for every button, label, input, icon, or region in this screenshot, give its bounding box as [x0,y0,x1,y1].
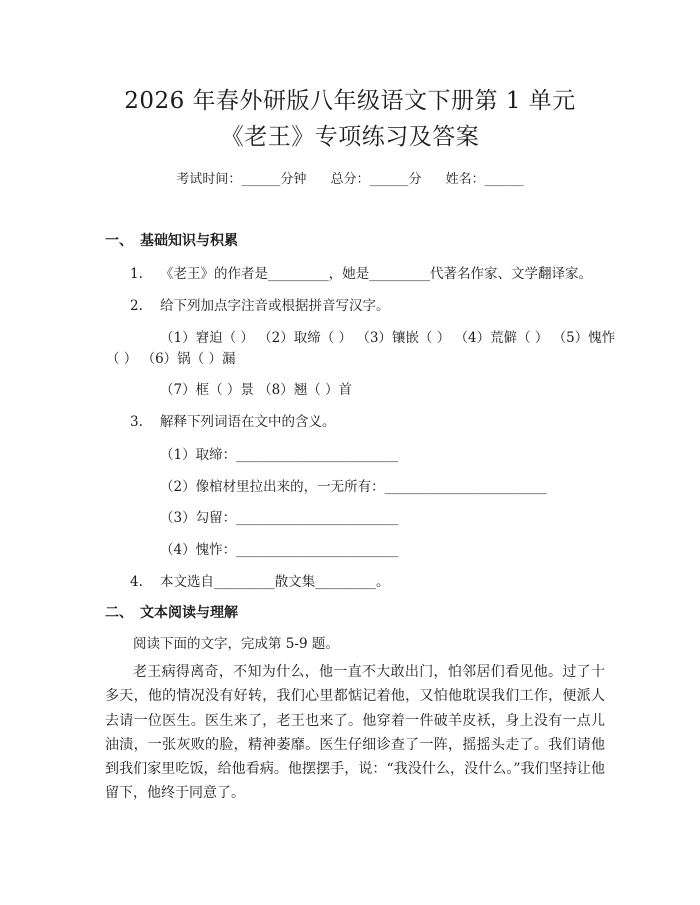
question-text: 《老王》的作者是_________，她是_________代著名作家、文学翻译家。 [160,266,592,282]
question-number: 3. [130,414,143,430]
question-3 [130,410,336,430]
question-3-item-3: （3）勾留：________________________ [160,510,399,526]
page-title-line2: 《老王》专项练习及答案 [220,124,480,150]
question-number: 4. [130,574,143,590]
section-heading-1 [105,230,238,250]
question-text: 本文选自_________散文集_________。 [160,574,390,590]
total-score-field: 总分：______分 [330,172,422,187]
exam-time-field: 考试时间：______分钟 [176,172,307,187]
question-text: 给下列加点字注音或根据拼音写汉字。 [160,298,390,314]
reading-passage: 老王病得离奇，不知为什么，他一直不大敢出门，怕邻居们看见他。过了十多天，他的情况没有好转，我们心里都惦记着他，又怕他耽误我们工作，便派人去请一位医生。医生来了，老王也来了。他穿着一件破羊皮袄，身上没有一点儿油渍，一张灰败的脸，精神萎靡。医生仔细诊查了一阵，摇摇头走了。我们请他到我们家里吃饭，给他看病。他摆摆手，说：“我没什么，没什么。”我们坚持让他留下，他终于同意了。 [105,664,605,802]
question-2-items-line3: （7）框（ ）景 （8）翘（ ）首 [160,382,353,398]
reading-instruction: 阅读下面的文字，完成第 5-9 题。 [133,636,339,652]
question-2-items-line1: （1）窘迫（ ） （2）取缔（ ） （3）镶嵌（ ） （4）荒僻（ ） （5）愧怍 [160,330,616,346]
student-name-field: 姓名：______ [445,172,524,187]
exam-meta [0,168,700,187]
question-number: 2. [130,298,143,314]
section-number: 一、 [105,233,133,249]
question-3-item-1: （1）取缔：________________________ [160,447,399,463]
question-2 [130,294,390,314]
page-title-line1: 2026 年春外研版八年级语文下册第 1 单元 [124,88,576,114]
question-3-item-4: （4）愧怍：________________________ [160,542,399,558]
section-heading-2 [105,602,238,622]
section-number: 二、 [105,605,133,621]
question-text: 解释下列词语在文中的含义。 [160,414,336,430]
section-title: 基础知识与积累 [140,233,238,249]
question-1 [130,262,592,282]
question-2-items-line2: （ ） （6）锅（ ）漏 [106,351,236,367]
question-3-item-2: （2）像棺材里拉出来的，一无所有：________________________ [160,479,547,495]
question-4 [130,570,390,590]
question-number: 1. [130,266,143,282]
section-title: 文本阅读与理解 [140,605,238,621]
